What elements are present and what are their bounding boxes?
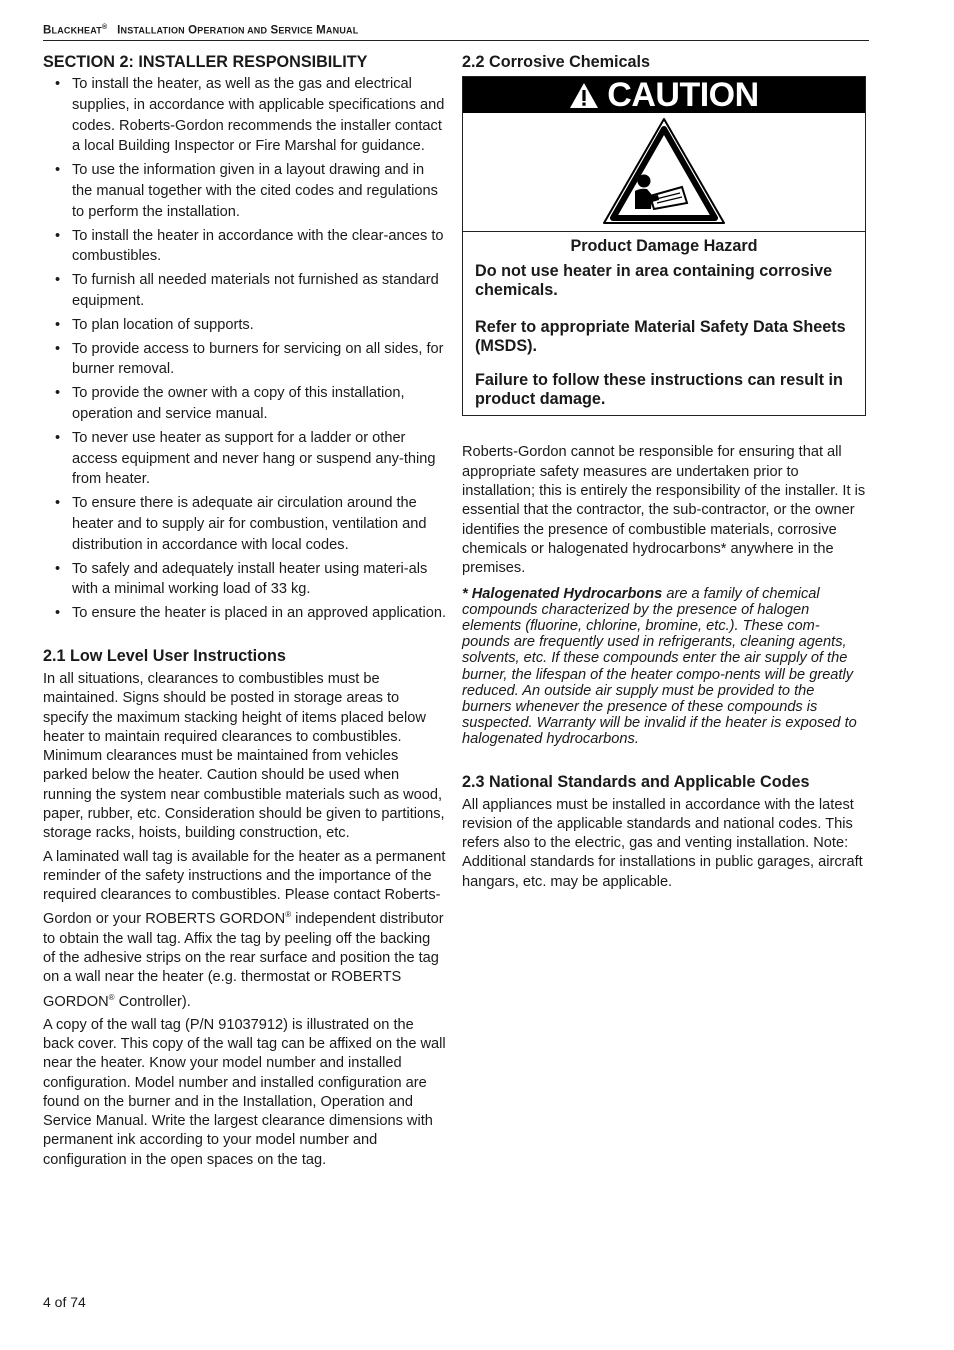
list-item: • To furnish all needed materials not furnished as standard equipment. — [43, 270, 446, 312]
caution-message — [463, 232, 865, 415]
paragraph-2-part-b: independent distributor to obtain the wall tag. Affix the tag by peeling off the backing of the adhesive strips on the rear surface and position the tag on a wall near the heater (e.g. thermostat or ROBERTS GORDON — [43, 911, 444, 1010]
caution-pictogram — [463, 113, 865, 232]
list-item: • To install the heater, as well as the gas and electrical supplies, in accordance with applicable specifications and codes. Roberts-Gordon recommends the installer contact a local Building Inspector or Fire Marshal for guidance. — [43, 74, 446, 157]
section-2-1-paragraph-1: In all situations, clearances to combustibles must be maintained. Signs should be posted in storage areas to specify the maximum stacking height of items placed below heater to maintain required clearances to combustibles. Minimum clearances must be maintained from vehicles parked below the heater. Caution should be used when running the system near combustible materials such as wood, paper, rubber, etc. Consideration should be given to partitions, storage racks, hoists, building construction, etc. — [43, 670, 445, 842]
header-title-word-4: ANUAL — [325, 25, 359, 36]
header-title-word-3: ERVICE — [278, 25, 313, 36]
list-item: • To never use heater as support for a ladder or other access equipment and never hang or suspend any-thing from heater. — [43, 428, 446, 490]
header-title-initial-2: O — [188, 24, 198, 37]
list-item: • To provide the owner with a copy of this installation, operation and service manual. — [43, 383, 446, 425]
caution-line: Failure to follow these instructions can result in product damage. — [475, 370, 843, 409]
list-item: • To ensure there is adequate air circulation around the heater and to supply air for combustion, ventilation and distribution in accordance with local codes. — [43, 493, 446, 555]
reg-mark: ® — [285, 910, 292, 920]
header-title-initial-4: M — [316, 24, 326, 37]
hazard-title: Product Damage Hazard — [570, 237, 758, 255]
header-brand-initial: B — [43, 24, 52, 37]
reg-mark: ® — [108, 992, 115, 1002]
running-header — [43, 24, 869, 41]
section-2-3-heading: 2.3 National Standards and Applicable Codes — [462, 772, 810, 791]
note-term: * Halogenated Hydrocarbons — [462, 585, 663, 602]
section-2-1-heading: 2.1 Low Level User Instructions — [43, 646, 286, 665]
read-manual-icon — [602, 117, 726, 227]
header-title-word-2: PERATION AND — [197, 25, 268, 36]
header-title-word-1: NSTALLATION — [120, 25, 185, 36]
section-2-2-heading: 2.2 Corrosive Chemicals — [462, 53, 651, 71]
list-item: • To safely and adequately install heater using materi-als with a minimal working load of 33 kg. — [43, 559, 446, 601]
installer-responsibility-list — [43, 74, 446, 624]
right-column — [462, 52, 867, 896]
paragraph-2-part-c: Controller). — [118, 993, 191, 1010]
caution-box — [462, 76, 866, 416]
list-item: • To use the information given in a layout drawing and in the manual together with the cited codes and regulations to perform the installation. — [43, 160, 446, 222]
section-2-1-paragraph-2 — [43, 848, 446, 1012]
warning-triangle-icon — [569, 82, 599, 109]
section-2-1-paragraph-3: A copy of the wall tag (P/N 91037912) is illustrated on the back cover. This copy of the wall tag can be affixed on the wall near the heater. Know your model number and installed configuration. Model number and installed configuration are found on the burner and in the Installation, Operation and Service Manual. Write the largest clearance dimensions with permanent ink according to your model number and configuration in the open spaces on the tag. — [43, 1016, 446, 1168]
halogenated-hydrocarbons-note — [462, 586, 867, 748]
list-item: • To plan location of supports. — [43, 315, 446, 336]
section-2-3-paragraph: All appliances must be installed in accordance with the latest revision of the applicable standards and national codes. This refers also to the electric, gas and venting installation. Note: Additional standards for installations in public garages, aircraft hangars, etc. may be applicable. — [462, 796, 863, 890]
header-title-initial-1: I — [117, 24, 121, 37]
section-2-2-paragraph: Roberts-Gordon cannot be responsible for ensuring that all appropriate safety measures are undertaken prior to installation; this is entirely the responsibility of the installer. It is essential that the contractor, the sub-contractor, or the owner identifies the presence of combustible materials, corrosive chemicals or halogenated hydrocarbons* anywhere in the premises. — [462, 444, 866, 577]
paragraph-2-part-a: A laminated wall tag is available for the heater as a permanent reminder of the safety instructions and the importance of the required clearances to combustibles. Please contact Roberts-Gordon or your ROBERTS GORDON — [43, 848, 446, 928]
header-brand-rest: LACKHEAT — [51, 25, 102, 36]
caution-line: Do not use heater in area containing corrosive chemicals. — [475, 262, 833, 300]
list-item: • To ensure the heater is placed in an approved application. — [43, 603, 446, 624]
list-item: • To provide access to burners for servicing on all sides, for burner removal. — [43, 339, 446, 381]
list-item: • To install the heater in accordance with the clear-ances to combustibles. — [43, 226, 446, 268]
note-body: are a family of chemical compounds characterized by the presence of halogen elements (fluorine, chlorine, bromine, etc.). These com-pounds are frequently used in refrigerants, cleaning agents, solvents, etc. If these compounds enter the air supply of the burner, the lifespan of the heater compo-nents will be greatly reduced. An outside air supply must be provided to the burners whenever the presence of these compounds is suspected. Warranty will be invalid if the heater is exposed to halogenated hydrocarbons. — [462, 585, 857, 748]
header-title-initial-3: S — [270, 24, 279, 37]
header-reg-mark: ® — [101, 24, 108, 31]
caution-label: CAUTION — [607, 75, 759, 114]
caution-banner — [463, 77, 865, 113]
section-2-heading: SECTION 2: INSTALLER RESPONSIBILITY — [43, 53, 368, 71]
caution-line: Refer to appropriate Material Safety Data Sheets (MSDS). — [475, 317, 846, 356]
left-column — [43, 52, 446, 1174]
page-number: 4 of 74 — [43, 1294, 86, 1310]
